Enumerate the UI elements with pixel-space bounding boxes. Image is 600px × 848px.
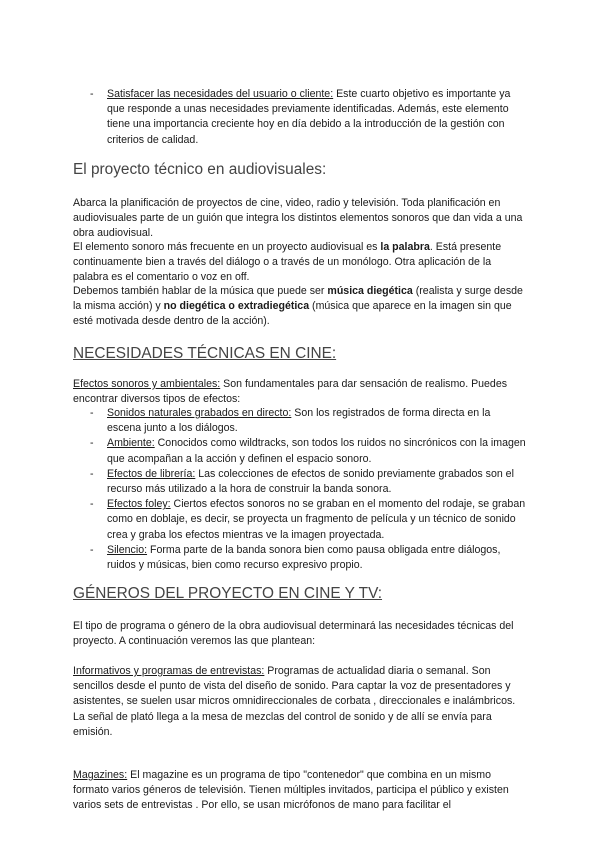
underlined-term: Efectos sonoros y ambientales: [73, 378, 221, 390]
text-run: Programas de actualidad diaria o semanal. Son sencillos desde el punto de vista del diseño de sonido. Para captar la voz de presentadores y asistentes, se suelen usar micros omnidireccionales de corbata , direccionales e inalámbricos. La señal de plató llega a la mesa de mezclas del control de sonido y de allí se envía para emisión. [73, 665, 516, 738]
paragraph [73, 240, 525, 286]
section-heading-proyecto-tecnico: El proyecto técnico en audiovisuales: [73, 161, 327, 178]
list-item-text: Este cuarto objetivo es importante ya que responde a unas necesidades previamente identificadas. Además, este elemento tiene una importancia creciente hoy en día debido a la introducción de la gestión con criterios de calidad. [107, 88, 511, 146]
paragraph: El tipo de programa o género de la obra audiovisual determinará las necesidades técnicas del proyecto. A continuación veremos las que plantean: [73, 620, 514, 648]
list-dash: - [90, 88, 94, 100]
list-item-text: Conocidos como wildtracks, son todos los ruidos no sincrónicos con la imagen que acompañan a la acción y definen el espacio sonoro. [107, 437, 526, 465]
list-item-term: Satisfacer las necesidades del usuario o cliente: [107, 88, 334, 100]
list-item-term: Ambiente: [107, 437, 155, 450]
list-item [90, 467, 526, 497]
section-heading-generos: GÉNEROS DEL PROYECTO EN CINE Y TV: [73, 585, 383, 602]
list-item-term: Efectos de librería: [107, 467, 196, 480]
underlined-term: Informativos y programas de entrevistas: [73, 665, 265, 677]
bold-term: no diegética o extradiegética [163, 300, 310, 313]
list-item-text: Las colecciones de efectos de sonido previamente grabados son el recurso más utilizado a la hora de construir la banda sonora. [107, 467, 514, 496]
bold-term: música diegética [327, 285, 413, 297]
paragraph [73, 284, 525, 330]
list-dash: - [90, 498, 94, 511]
text-run: El elemento sonoro más frecuente en un proyecto audiovisual es [73, 241, 381, 253]
list-dash: - [90, 437, 94, 450]
paragraph [73, 768, 525, 814]
list-item-term: Efectos foley: [107, 498, 171, 511]
list-item [90, 436, 526, 466]
list-item [90, 497, 526, 543]
paragraph [73, 664, 525, 740]
list-item [90, 543, 526, 573]
list-item-text: Son los registrados de forma directa en la escena junto a los diálogos. [107, 407, 491, 435]
list-dash: - [90, 467, 94, 480]
text-run: Debemos también hablar de la música que puede ser [73, 285, 328, 297]
list-item-term: Sonidos naturales grabados en directo: [107, 407, 292, 419]
list-dash: - [90, 407, 94, 419]
paragraph [73, 377, 525, 407]
list-item-term: Silencio: [107, 543, 148, 556]
section-heading-necesidades: NECESIDADES TÉCNICAS EN CINE: [73, 345, 337, 362]
effects-list [90, 406, 526, 573]
list-item-text: Forma parte de la banda sonora bien como pausa obligada entre diálogos, ruidos y músicas, bien como recurso expresivo propio. [107, 543, 501, 572]
list-item [90, 87, 526, 148]
intro-list [90, 87, 526, 148]
list-item-text: Ciertos efectos sonoros no se graban en el momento del rodaje, se graban como en doblaje, es decir, se proyecta un fragmento de película y un técnico de sonido crea y graba los efectos mientras ve la imagen proyectada. [107, 498, 526, 541]
text-run: Son fundamentales para dar sensación de realismo. Puedes encontrar diversos tipos de efectos: [73, 378, 508, 406]
text-run: (música que aparece en la imagen sin que esté motivada desde dentro de la acción). [73, 300, 512, 328]
bold-term: la palabra [380, 241, 430, 253]
text-run: (realista y surge desde la misma acción) y [73, 285, 523, 313]
text-run: . Está presente continuamente bien a través del diálogo o a través de un monólogo. Otra aplicación de la palabra es el comentario o voz en off. [73, 241, 502, 284]
text-run: El magazine es un programa de tipo "contenedor" que combina en un mismo formato varios géneros de televisión. Tienen múltiples invitados, participa el público y existen varios sets de entrevistas . Por ello, se usan micrófonos de mano para facilitar el [73, 769, 509, 812]
list-item [90, 406, 526, 436]
underlined-term: Magazines: [73, 769, 128, 781]
list-dash: - [90, 543, 94, 556]
paragraph: Abarca la planificación de proyectos de cine, video, radio y televisión. Toda planificación en audiovisuales parte de un guión que integra los distintos elementos sonoros que dan vida a una obra audiovisual. [73, 197, 523, 240]
